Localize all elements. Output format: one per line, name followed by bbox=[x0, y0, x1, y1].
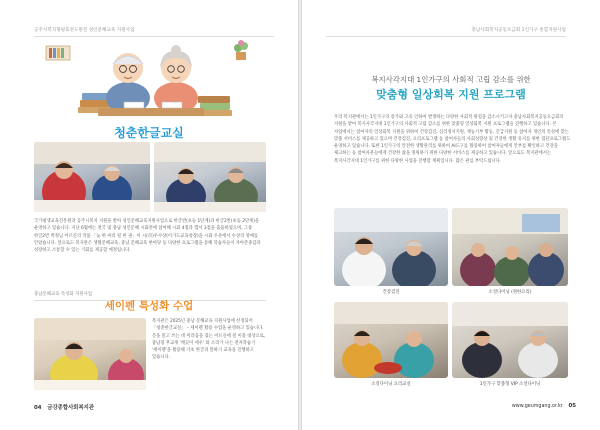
saypen-class-photo bbox=[34, 318, 146, 390]
left-page-header: 공주시복지형평효전도원전 성인문해교육 지원사업 bbox=[34, 28, 135, 33]
footer-org-name: 금강종합사회복지관 bbox=[47, 405, 95, 411]
program-subtitle: 복지사각지대 1인가구의 사회적 고립 감소를 위한 bbox=[371, 75, 531, 84]
photo-cooking-class bbox=[334, 302, 448, 378]
caption-social-dining-1: 소셜다이닝 (원한요리) bbox=[488, 290, 532, 295]
footer-website-url: www.geumgang.or.kr bbox=[511, 404, 563, 409]
program-title: 맞춤형 일상회복 지원 프로그램 bbox=[376, 88, 526, 101]
saypen-class-body: 복지관은 2025년 충남 문해교육 지원사업에 선정되어 「청춘한글교실」 – 세이펜 활용 수업을 운영하고 있습니다. 문을 읽고 쓰는 데 어려움을 겪는 어르신에 질 이용 대상으로, 충남형 무교재 '깨끗이 세우' 와 소리가 나는 전자학습기 '세이펜'을 활용해 기초 한글과 말하기 교육을 진행하고 있습니다. bbox=[152, 319, 266, 361]
right-header-rule bbox=[326, 36, 566, 37]
class-photo-2 bbox=[154, 142, 266, 212]
caption-health-checkup: 건강검진 bbox=[382, 290, 400, 295]
photo-social-dining-1 bbox=[452, 208, 568, 286]
program-body: 우리 복지관에서는 1인가구의 증가와 고유 인하여 발생하는 다양한 사회적 위험을 감소시키고자 충남사회복지공동모금회의 지원을 받아 복지사각지대 1인가구의 사회적 고립 감소를 위한 맞춤형 일상회복 지원 프로그램을 진행하고 있습니다. 본 사업에서는 참여자의 일상회복 지원을 위하여 건강검진, 심리정서지원, 재능기부 활동, 긴급지원 등 참여자 개인의 특성에 맞는 맞춤 서비스를 제공하고 있으며 건강검진, 요리프로그램 등 참여자들의 사회성향상 및 건강한 생활 유지를 위한 집단프로그램도 운영하고 있습니다. 또한 1인가구의 안전한 생활관리를 위하여 AI도구를 활용하여 참여자들에게 안부를 확인하고 건강을 체크하는 등 참여자분들에게 건강한 삶을 영위하기 위한 다양한 서비스를 제공하고 있습니다. 앞으로도 복지관에서는 복지사각지대 1인가구를 위한 다양한 사업을 진행할 계획입니다. 많은 관심 부탁드립니다. bbox=[334, 115, 571, 164]
class-photo-1 bbox=[34, 142, 150, 212]
caption-cooking-class: 소셜다이닝 요리교실 bbox=[371, 382, 411, 387]
caption-vip-social-dining: 1인가구 맞춤형 VIP 소셜다이닝 bbox=[479, 382, 541, 387]
right-page bbox=[302, 0, 600, 430]
right-page-number: 05 bbox=[568, 403, 576, 409]
sub-section-label: 충남문해교육 특성화 지원사업 bbox=[34, 292, 92, 297]
section-title-saypen: 세이펜 특성화 수업 bbox=[104, 300, 194, 312]
photo-health-checkup bbox=[334, 208, 448, 286]
right-footer bbox=[512, 403, 576, 409]
left-footer bbox=[34, 403, 94, 411]
grandparents-illustration bbox=[40, 38, 260, 118]
left-page bbox=[0, 0, 298, 430]
plant-icon bbox=[234, 40, 248, 60]
photo-vip-social-dining bbox=[452, 302, 568, 378]
right-page-header: 충남사회복지공동모금회 1인가구 통합지원사업 bbox=[471, 28, 566, 33]
left-page-number: 04 bbox=[34, 405, 42, 411]
hangul-class-body: 국가평생교육진흥원과 공주시복지 지원을 받아 성인문해교육지원사업으로 한글반(초등 1단계)과 한글2반(초등 2단계)을 운영하고 있습니다. 지난 6월에는 전국 및 충남 성인문해 시화전에 참여해 시화 4점과 캠서 3점을 출품하였으며, 그중 한글2반 박정님 어르신의 작품 「늦 한 마리 될 한 권」이 시(市)우수상(이가도교육청장)을 시화 우분에서 수상의 영예를 안았습니다. 앞으로도 복지관은 생활문해교육, 충남 문해교육 한마당 등 다양한 프로그램을 통해 학습자들이 자아존중감과 성장하고 소통할 수 있는 기회를 제공할 예정입니다. bbox=[34, 219, 261, 254]
section-title-hangul-class: 청춘한글교실 bbox=[114, 126, 184, 140]
left-header-rule bbox=[34, 36, 274, 37]
